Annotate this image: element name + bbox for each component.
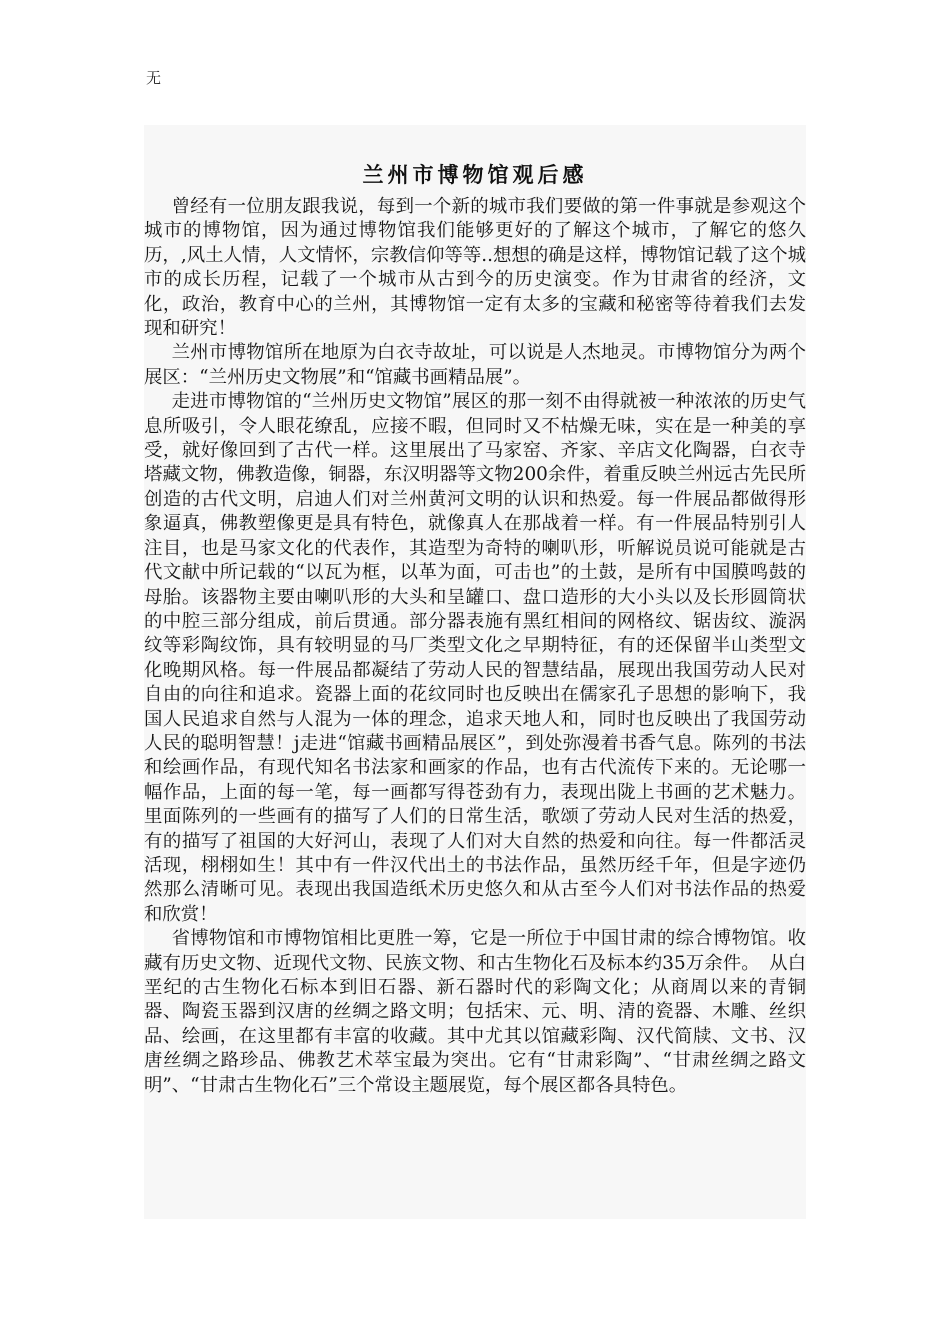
article-title: 兰州市博物馆观后感: [362, 162, 588, 187]
paragraph-1: 曾经有一位朋友跟我说，每到一个新的城市我们要做的第一件事就是参观这个城市的博物馆，因为通过博物馆我们能够更好的了解这个城市，了解它的悠久历，,风土人情，人文情怀，宗教信仰等等..想想的确是这样，博物馆记载了这个城市的成长历程，记载了一个城市从古到今的历史演变。作为甘肃省的经济，文化，政治，教育中心的兰州，其博物馆一定有太多的宝藏和秘密等待着我们去发现和研究！: [144, 196, 806, 340]
article-body: [144, 125, 806, 1219]
paragraph-2: 兰州市博物馆所在地原为白衣寺故址，可以说是人杰地灵。市博物馆分为两个展区：“兰州历史文物展”和“馆藏书画精品展”。: [144, 342, 806, 388]
paragraph-4: 省博物馆和市博物馆相比更胜一筹，它是一所位于中国甘肃的综合博物馆。收藏有历史文物、近现代文物、民族文物、和古生物化石及标本约35万余件。 从白垩纪的古生物化石标本到旧石器、新石器时代的彩陶文化；从商周以来的青铜器、陶瓷玉器到汉唐的丝绸之路文明；包括宋、元、明、清的瓷器、木雕、丝织品、绘画，在这里都有丰富的收藏。其中尤其以馆藏彩陶、汉代简牍、文书、汉唐丝绸之路珍品、佛教艺术萃宝最为突出。它有“甘肃彩陶”、“甘肃丝绸之路文明”、“甘肃古生物化石”三个常设主题展览，每个展区都各具特色。: [144, 928, 806, 1096]
header-note: 无: [146, 69, 162, 87]
paragraph-3: 走进市博物馆的“兰州历史文物馆”展区的那一刻不由得就被一种浓浓的历史气息所吸引，令人眼花缭乱，应接不暇，但同时又不枯燥无味，实在是一种美的享受，就好像回到了古代一样。这里展出了马家窑、齐家、辛店文化陶器，白衣寺塔藏文物，佛教造像，铜器，东汉明器等文物200余件，着重反映兰州远古先民所创造的古代文明，启迪人们对兰州黄河文明的认识和热爱。每一件展品都做得形象逼真，佛教塑像更是具有特色，就像真人在那战着一样。有一件展品特别引人注目，也是马家文化的代表作，其造型为奇特的喇叭形，听解说员说可能就是古代文献中所记载的“以瓦为框，以革为面，可击也”的土鼓，是所有中国膜鸣鼓的母胎。该器物主要由喇叭形的大头和呈罐口、盘口造形的大小头以及长形圆筒状的中腔三部分组成，前后贯通。部分器表施有黑红相间的网格纹、锯齿纹、漩涡纹等彩陶纹饰，具有较明显的马厂类型文化之早期特征，有的还保留半山类型文化晚期风格。每一件展品都凝结了劳动人民的智慧结晶，展现出我国劳动人民对自由的向往和追求。瓷器上面的花纹同时也反映出在儒家孔子思想的影响下，我国人民追求自然与人混为一体的理念，追求天地人和，同时也反映出了我国劳动人民的聪明智慧！j走进“馆藏书画精品展区”，到处弥漫着书香气息。陈列的书法和绘画作品，有现代知名书法家和画家的作品，也有古代流传下来的。无论哪一幅作品，上面的每一笔，每一画都写得苍劲有力，表现出陇上书画的艺术魅力。里面陈列的一些画有的描写了人们的日常生活，歌颂了劳动人民对生活的热爱，有的描写了祖国的大好河山，表现了人们对大自然的热爱和向往。每一件都活灵活现，栩栩如生！其中有一件汉代出土的书法作品，虽然历经千年，但是字迹仍然那么清晰可见。表现出我国造纸术历史悠久和从古至今人们对书法作品的热爱和欣赏！: [144, 391, 806, 925]
